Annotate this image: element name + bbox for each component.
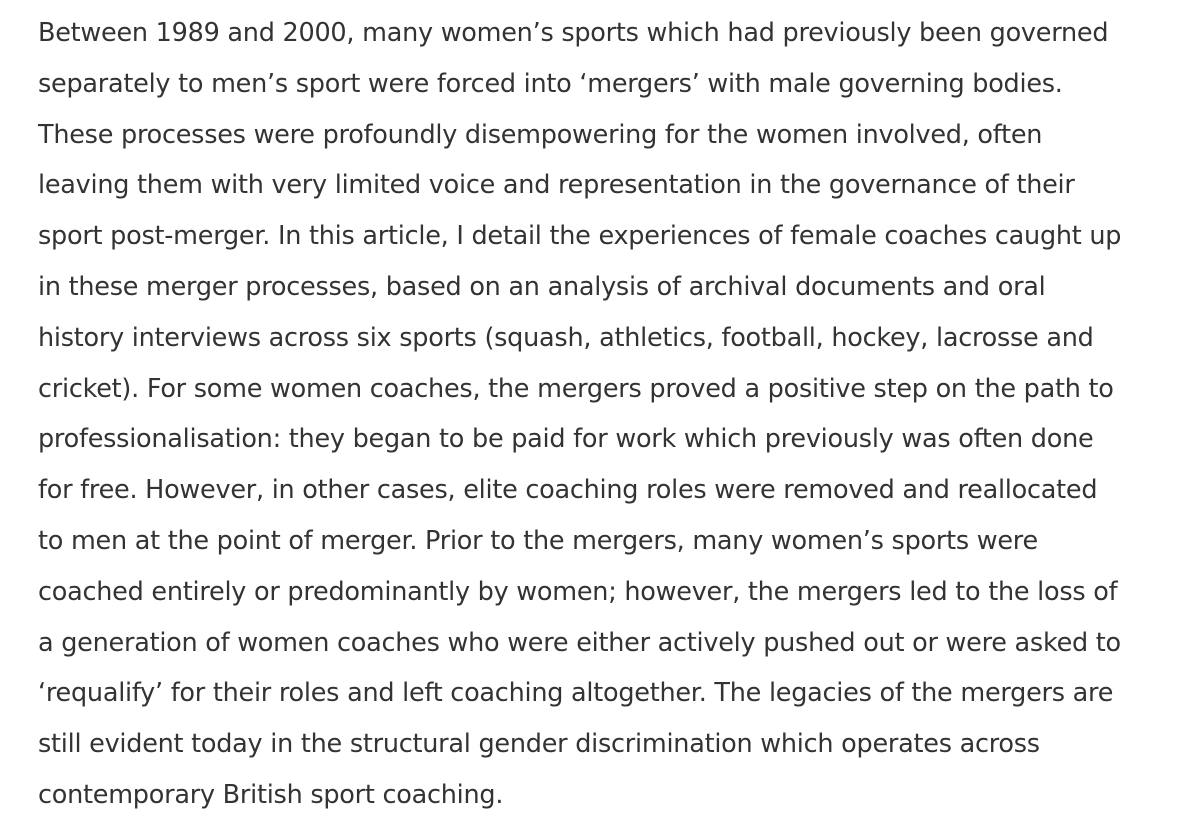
abstract-line: coached entirely or predominantly by women; however, the mergers led to the loss of <box>38 576 1118 607</box>
abstract-line: for free. However, in other cases, elite coaching roles were removed and reallocated <box>38 475 1098 506</box>
abstract-line: These processes were profoundly disempowering for the women involved, often <box>38 119 1043 150</box>
abstract-line: a generation of women coaches who were either actively pushed out or were asked to <box>38 627 1121 658</box>
abstract-line: in these merger processes, based on an analysis of archival documents and oral <box>38 271 1046 302</box>
abstract-line: sport post-merger. In this article, I detail the experiences of female coaches caught up <box>38 221 1122 252</box>
abstract-line: separately to men’s sport were forced into ‘mergers’ with male governing bodies. <box>38 68 1063 99</box>
abstract-line: professionalisation: they began to be paid for work which previously was often done <box>38 424 1094 455</box>
abstract-line: still evident today in the structural gender discrimination which operates across <box>38 729 1040 760</box>
abstract-line: history interviews across six sports (squash, athletics, football, hockey, lacrosse and <box>38 322 1094 353</box>
abstract-line: to men at the point of merger. Prior to the mergers, many women’s sports were <box>38 525 1038 556</box>
abstract-paragraph <box>38 8 1188 821</box>
abstract-line: ‘requalify’ for their roles and left coaching altogether. The legacies of the mergers are <box>38 678 1114 709</box>
abstract-line: cricket). For some women coaches, the mergers proved a positive step on the path to <box>38 373 1114 404</box>
abstract-line: contemporary British sport coaching. <box>38 779 504 810</box>
abstract-line: Between 1989 and 2000, many women’s sports which had previously been governed <box>38 18 1109 48</box>
abstract-line: leaving them with very limited voice and representation in the governance of their <box>38 170 1075 201</box>
